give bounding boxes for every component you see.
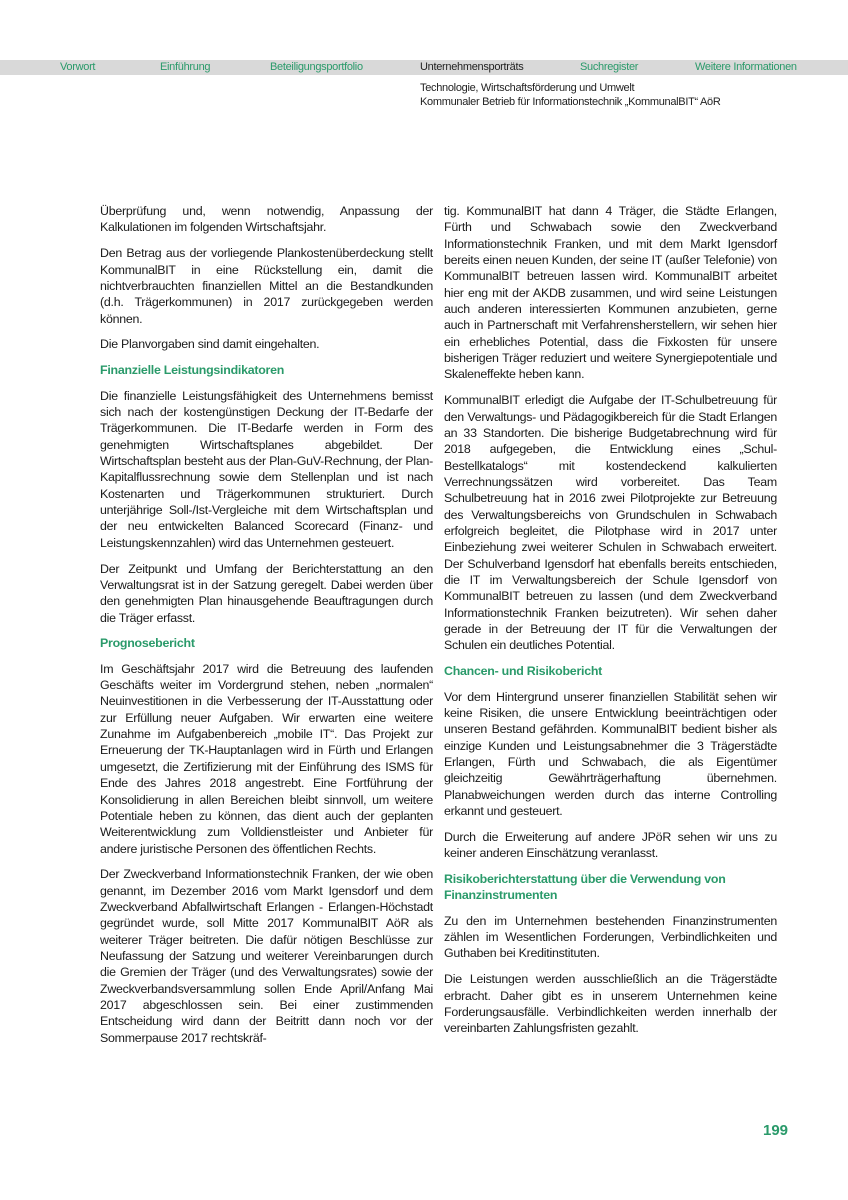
- right-column: [444, 203, 777, 1046]
- paragraph: Die finanzielle Leistungsfähigkeit des Unternehmens bemisst sich nach der kostengünstigen Deckung der IT-Bedarfe der Trägerkommunen. Die IT-Bedarfe werden in Form des genehmigten Wirtschaftsplanes abgebildet. Der Wirtschaftsplan besteht aus der Plan-GuV-Rechnung, der Plan-Kapitalflussrechnung sowie dem Stellenplan und ist nach Kostenarten und Trägerkommunen strukturiert. Durch unterjährige Soll-/Ist-Vergleiche mit dem Wirtschaftsplan und der neu entwickelten Balanced Scorecard (Finanz- und Leistungskennzahlen) wird das Unternehmen gesteuert.: [100, 388, 433, 550]
- section-heading: Finanzielle Leistungsindikatoren: [100, 363, 285, 378]
- paragraph: Im Geschäftsjahr 2017 wird die Betreuung des laufenden Geschäfts weiter im Vordergrund stehen, neben „normalen“ Neuinvestitionen in die Verbesserung der IT-Ausstattung oder zur Erfüllung neuer Aufgaben. Wir erwarten eine weitere Zunahme im Aufgabenbereich „mobile IT“. Das Projekt zur Erneuerung der TK-Hauptanlagen wird in Fürth und Erlangen umgesetzt, die Zertifizierung mit der Einführung des ISMS für Ende des Jahres 2018 angestrebt. Eine Fortführung der Konsolidierung in allen Bereichen bleibt sinnvoll, um weitere Potentiale heben zu können, das dient auch der geplanten Weiterentwicklung zum Volldienstleister und Anbieter für andere juristische Personen des öffentlichen Rechts.: [100, 661, 433, 856]
- paragraph: Die Leistungen werden ausschließlich an die Trägerstädte erbracht. Daher gibt es in unserem Unternehmen keine Forderungsausfälle. Verbindlichkeiten werden innerhalb der vereinbarten Zahlungsfristen gezahlt.: [444, 972, 777, 1036]
- company-subtitle: Kommunaler Betrieb für Informationstechnik „KommunalBIT“ AöR: [420, 96, 721, 108]
- paragraph: Der Zeitpunkt und Umfang der Berichterstattung an den Verwaltungsrat ist in der Satzung geregelt. Dabei werden über den genehmigten Plan hinausgehende Beauftragungen durch die Träger erfasst.: [100, 561, 433, 625]
- nav-vorwort[interactable]: Vorwort: [60, 61, 96, 73]
- paragraph: Die Planvorgaben sind damit eingehalten.: [100, 337, 320, 352]
- section-heading: Risikoberichterstattung über die Verwendung von Finanzinstrumenten: [444, 872, 726, 903]
- nav-einfuehrung[interactable]: Einführung: [160, 61, 211, 73]
- nav-weitere-informationen[interactable]: Weitere Informationen: [695, 61, 797, 73]
- paragraph: Den Betrag aus der vorliegende Plankostenüberdeckung stellt KommunalBIT in eine Rückstellung ein, damit die nichtverbrauchten finanziellen Mittel an die Bestandkunden (d.h. Trägerkommunen) in 2017 zurückgegeben werden können.: [100, 246, 433, 326]
- section-subtitle: Technologie, Wirtschaftsförderung und Umwelt: [420, 82, 635, 94]
- nav-beteiligungsportfolio[interactable]: Beteiligungsportfolio: [270, 61, 363, 73]
- nav-suchregister[interactable]: Suchregister: [580, 61, 639, 73]
- paragraph: Vor dem Hintergrund unserer finanziellen Stabilität sehen wir keine Risiken, die unsere Entwicklung beeinträchtigen oder unseren Bestand gefährden. KommunalBIT bedient bisher als einzige Kunden und Leistungsabnehmer die 3 Trägerstädte Erlangen, Fürth und Schwabach, die als Eigentümer gleichzeitig Gewährträgerhaftung übernehmen. Planabweichungen werden durch das interne Controlling erkannt und gesteuert.: [444, 689, 777, 819]
- top-navigation: [0, 60, 848, 75]
- page-number: 199: [763, 1122, 789, 1139]
- paragraph: Der Zweckverband Informationstechnik Franken, der wie oben genannt, im Dezember 2016 vom Markt Igensdorf und dem Zweckverband Abfallwirtschaft Erlangen - Erlangen-Höchstadt gegründet wurde, soll Mitte 2017 KommunalBIT AöR als weiterer Träger beitreten. Die dafür nötigen Beschlüsse zur Neufassung der Satzung und weiterer Vereinbarungen durch die Gremien der Träger (und des Verwaltungsrates) sowie der Zweckverbandsversammlung sollen Ende April/Anfang Mai 2017 abgeschlossen sein. Bei einer zustimmenden Entscheidung wird dann der Beitritt dann noch vor der Sommerpause 2017 rechtskräf-: [100, 867, 433, 1045]
- paragraph: Durch die Erweiterung auf andere JPöR sehen wir uns zu keiner anderen Einschätzung veranlasst.: [444, 829, 777, 861]
- nav-unternehmensportraets[interactable]: Unternehmensporträts: [420, 61, 524, 73]
- section-heading: Prognosebericht: [100, 636, 195, 651]
- left-column: [100, 203, 433, 1056]
- paragraph: Zu den im Unternehmen bestehenden Finanzinstrumenten zählen im Wesentlichen Forderungen, Verbindlichkeiten und Guthaben bei Kreditinstituten.: [444, 913, 777, 961]
- paragraph: tig. KommunalBIT hat dann 4 Träger, die Städte Erlangen, Fürth und Schwabach sowie den Zweckverband Informationstechnik Franken, und mit dem Markt Igensdorf bereits einen neuen Kunden, der seine IT (außer Telefonie) von KommunalBIT betreuen lassen wird. KommunalBIT arbeitet hier eng mit der AKDB zusammen, und wird seine Leistungen auch anderen interessierten Kommunen anzubieten, gerne auch in Partnerschaft mit Verfahrensherstellern, wir sehen hier ein erhebliches Potential, dass die Fixkosten für unsere bisherigen Träger reduziert und weitere Synergiepotentiale und Skaleneffekte heben kann.: [444, 204, 777, 382]
- section-heading: Chancen- und Risikobericht: [444, 664, 603, 679]
- paragraph: Überprüfung und, wenn notwendig, Anpassung der Kalkulationen im folgenden Wirtschaftsjahr.: [100, 204, 433, 235]
- paragraph: KommunalBIT erledigt die Aufgabe der IT-Schulbetreuung für den Verwaltungs- und Pädagogikbereich für die Stadt Erlangen an 33 Standorten. Die bisherige Budgetabrechnung wird für 2018 aufgegeben, die Entwicklung eines „Schul-Bestellkatalogs“ mit kostendeckend kalkulierten Verrechnungssätzen wird vorbereitet. Das Team Schulbetreuung hat in 2016 zwei Pilotprojekte zur Betreuung des Verwaltungsbereichs von Grundschulen in Schwabach erfolgreich begleitet, die Pilotphase wird in 2017 unter Einbeziehung zwei weiterer Schulen in Schwabach erweitert. Der Schulverband Igensdorf hat ebenfalls bereits entschieden, die IT im Verwaltungsbereich der Schule Igensdorf von KommunalBIT betreuen zu lassen (und dem Zweckverband Informationstechnik Franken beizutreten). Wir sehen daher gerade in der Betreuung der IT für die Verwaltungen der Schulen ein deutliches Potential.: [444, 393, 777, 653]
